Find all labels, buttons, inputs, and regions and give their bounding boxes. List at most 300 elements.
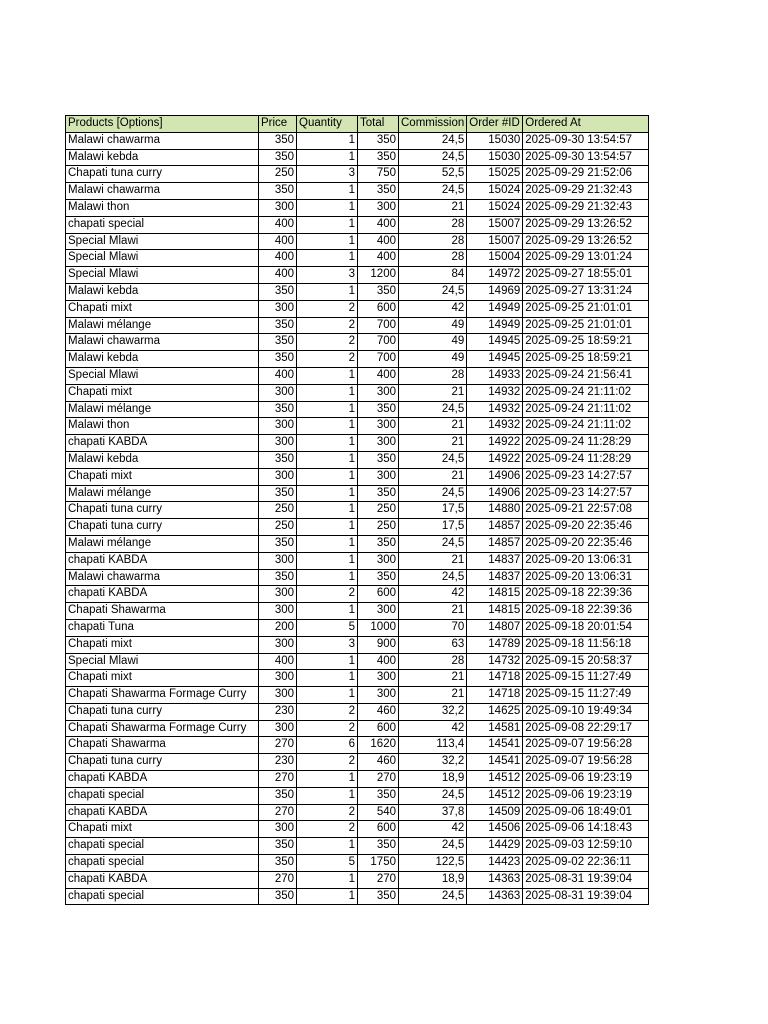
order-id-cell: 14932: [467, 384, 523, 401]
price-cell: 300: [259, 418, 297, 435]
price-cell: 400: [259, 250, 297, 267]
product-cell: Chapati tuna curry: [66, 519, 259, 536]
total-cell: 350: [358, 787, 399, 804]
price-cell: 270: [259, 771, 297, 788]
product-cell: Malawi mélange: [66, 535, 259, 552]
price-cell: 350: [259, 334, 297, 351]
commission-cell: 18,9: [399, 771, 467, 788]
quantity-cell: 1: [297, 519, 358, 536]
order-id-cell: 14837: [467, 552, 523, 569]
table-row: [66, 183, 649, 200]
order-id-cell: 14815: [467, 603, 523, 620]
commission-cell: 17,5: [399, 502, 467, 519]
quantity-cell: 6: [297, 737, 358, 754]
table-row: [66, 132, 649, 149]
order-id-cell: 15024: [467, 199, 523, 216]
order-id-cell: 14922: [467, 451, 523, 468]
quantity-cell: 1: [297, 401, 358, 418]
price-cell: 300: [259, 384, 297, 401]
product-cell: Special Mlawi: [66, 250, 259, 267]
table-row: [66, 485, 649, 502]
table-row: [66, 250, 649, 267]
commission-cell: 18,9: [399, 871, 467, 888]
total-cell: 350: [358, 132, 399, 149]
price-cell: 350: [259, 317, 297, 334]
quantity-cell: 3: [297, 636, 358, 653]
order-id-cell: 14718: [467, 670, 523, 687]
column-header-products: Products [Options]: [66, 116, 259, 133]
total-cell: 600: [358, 586, 399, 603]
quantity-cell: 1: [297, 653, 358, 670]
price-cell: 350: [259, 787, 297, 804]
order-id-cell: 15004: [467, 250, 523, 267]
commission-cell: 42: [399, 720, 467, 737]
total-cell: 350: [358, 535, 399, 552]
table-row: [66, 569, 649, 586]
product-cell: chapati KABDA: [66, 435, 259, 452]
quantity-cell: 2: [297, 804, 358, 821]
ordered-at-cell: 2025-09-29 21:32:43: [523, 199, 649, 216]
ordered-at-cell: 2025-09-18 20:01:54: [523, 619, 649, 636]
table-row: [66, 149, 649, 166]
order-id-cell: 14541: [467, 737, 523, 754]
table-header: [66, 116, 649, 133]
price-cell: 270: [259, 871, 297, 888]
total-cell: 350: [358, 569, 399, 586]
ordered-at-cell: 2025-09-29 13:26:52: [523, 233, 649, 250]
product-cell: chapati KABDA: [66, 552, 259, 569]
commission-cell: 24,5: [399, 183, 467, 200]
ordered-at-cell: 2025-09-23 14:27:57: [523, 468, 649, 485]
price-cell: 300: [259, 199, 297, 216]
total-cell: 1000: [358, 619, 399, 636]
quantity-cell: 3: [297, 267, 358, 284]
table-row: [66, 435, 649, 452]
total-cell: 350: [358, 401, 399, 418]
ordered-at-cell: 2025-09-25 18:59:21: [523, 334, 649, 351]
table-row: [66, 233, 649, 250]
total-cell: 1620: [358, 737, 399, 754]
commission-cell: 42: [399, 821, 467, 838]
price-cell: 250: [259, 166, 297, 183]
order-id-cell: 14857: [467, 535, 523, 552]
order-id-cell: 14509: [467, 804, 523, 821]
ordered-at-cell: 2025-09-29 21:32:43: [523, 183, 649, 200]
product-cell: Malawi chawarma: [66, 334, 259, 351]
quantity-cell: 1: [297, 787, 358, 804]
column-header-quantity: Quantity: [297, 116, 358, 133]
product-cell: Chapati Shawarma: [66, 603, 259, 620]
price-cell: 200: [259, 619, 297, 636]
order-id-cell: 14945: [467, 351, 523, 368]
total-cell: 350: [358, 888, 399, 905]
table-row: [66, 771, 649, 788]
ordered-at-cell: 2025-09-20 13:06:31: [523, 552, 649, 569]
ordered-at-cell: 2025-09-18 11:56:18: [523, 636, 649, 653]
commission-cell: 113,4: [399, 737, 467, 754]
order-id-cell: 14363: [467, 871, 523, 888]
ordered-at-cell: 2025-09-20 22:35:46: [523, 535, 649, 552]
table-row: [66, 334, 649, 351]
table-row: [66, 888, 649, 905]
price-cell: 350: [259, 149, 297, 166]
quantity-cell: 1: [297, 384, 358, 401]
table-row: [66, 283, 649, 300]
table-row: [66, 317, 649, 334]
table-row: [66, 384, 649, 401]
order-id-cell: 14949: [467, 317, 523, 334]
table-row: [66, 754, 649, 771]
total-cell: 1200: [358, 267, 399, 284]
ordered-at-cell: 2025-09-10 19:49:34: [523, 703, 649, 720]
price-cell: 350: [259, 855, 297, 872]
product-cell: Special Mlawi: [66, 653, 259, 670]
product-cell: Malawi chawarma: [66, 569, 259, 586]
price-cell: 300: [259, 670, 297, 687]
ordered-at-cell: 2025-09-25 18:59:21: [523, 351, 649, 368]
quantity-cell: 2: [297, 720, 358, 737]
order-id-cell: 14423: [467, 855, 523, 872]
commission-cell: 21: [399, 468, 467, 485]
product-cell: chapati Tuna: [66, 619, 259, 636]
price-cell: 300: [259, 552, 297, 569]
price-cell: 350: [259, 569, 297, 586]
commission-cell: 122,5: [399, 855, 467, 872]
product-cell: Malawi thon: [66, 418, 259, 435]
product-cell: Chapati tuna curry: [66, 754, 259, 771]
quantity-cell: 3: [297, 166, 358, 183]
commission-cell: 52,5: [399, 166, 467, 183]
table-row: [66, 367, 649, 384]
quantity-cell: 1: [297, 216, 358, 233]
product-cell: Special Mlawi: [66, 267, 259, 284]
price-cell: 350: [259, 183, 297, 200]
total-cell: 350: [358, 451, 399, 468]
order-id-cell: 14837: [467, 569, 523, 586]
total-cell: 900: [358, 636, 399, 653]
product-cell: Chapati Shawarma Formage Curry: [66, 720, 259, 737]
order-id-cell: 14732: [467, 653, 523, 670]
order-id-cell: 14922: [467, 435, 523, 452]
ordered-at-cell: 2025-08-31 19:39:04: [523, 871, 649, 888]
product-cell: Malawi thon: [66, 199, 259, 216]
quantity-cell: 1: [297, 569, 358, 586]
ordered-at-cell: 2025-09-29 13:26:52: [523, 216, 649, 233]
price-cell: 300: [259, 720, 297, 737]
order-id-cell: 14541: [467, 754, 523, 771]
ordered-at-cell: 2025-08-31 19:39:04: [523, 888, 649, 905]
product-cell: Malawi kebda: [66, 451, 259, 468]
table-row: [66, 871, 649, 888]
product-cell: Chapati mixt: [66, 821, 259, 838]
ordered-at-cell: 2025-09-02 22:36:11: [523, 855, 649, 872]
total-cell: 250: [358, 502, 399, 519]
product-cell: chapati special: [66, 787, 259, 804]
commission-cell: 32,2: [399, 703, 467, 720]
column-header-order-id: Order #ID: [467, 116, 523, 133]
quantity-cell: 2: [297, 754, 358, 771]
total-cell: 300: [358, 670, 399, 687]
quantity-cell: 5: [297, 619, 358, 636]
order-id-cell: 14581: [467, 720, 523, 737]
product-cell: Chapati tuna curry: [66, 502, 259, 519]
total-cell: 540: [358, 804, 399, 821]
column-header-total: Total: [358, 116, 399, 133]
price-cell: 400: [259, 653, 297, 670]
commission-cell: 42: [399, 586, 467, 603]
product-cell: chapati KABDA: [66, 871, 259, 888]
order-id-cell: 15030: [467, 132, 523, 149]
price-cell: 230: [259, 754, 297, 771]
product-cell: chapati special: [66, 838, 259, 855]
table-row: [66, 586, 649, 603]
orders-table: [65, 115, 649, 905]
commission-cell: 21: [399, 435, 467, 452]
table-row: [66, 519, 649, 536]
table-row: [66, 300, 649, 317]
order-id-cell: 14506: [467, 821, 523, 838]
order-id-cell: 14625: [467, 703, 523, 720]
product-cell: chapati KABDA: [66, 586, 259, 603]
table-row: [66, 636, 649, 653]
ordered-at-cell: 2025-09-30 13:54:57: [523, 149, 649, 166]
total-cell: 270: [358, 771, 399, 788]
price-cell: 400: [259, 216, 297, 233]
price-cell: 350: [259, 351, 297, 368]
commission-cell: 24,5: [399, 401, 467, 418]
table-row: [66, 670, 649, 687]
total-cell: 300: [358, 603, 399, 620]
ordered-at-cell: 2025-09-25 21:01:01: [523, 300, 649, 317]
order-id-cell: 14857: [467, 519, 523, 536]
price-cell: 350: [259, 132, 297, 149]
commission-cell: 49: [399, 351, 467, 368]
order-id-cell: 14906: [467, 468, 523, 485]
commission-cell: 49: [399, 317, 467, 334]
ordered-at-cell: 2025-09-07 19:56:28: [523, 754, 649, 771]
table-row: [66, 703, 649, 720]
total-cell: 600: [358, 720, 399, 737]
price-cell: 350: [259, 838, 297, 855]
total-cell: 350: [358, 283, 399, 300]
price-cell: 350: [259, 283, 297, 300]
quantity-cell: 1: [297, 888, 358, 905]
table-row: [66, 737, 649, 754]
price-cell: 300: [259, 300, 297, 317]
total-cell: 300: [358, 687, 399, 704]
total-cell: 400: [358, 250, 399, 267]
table-row: [66, 401, 649, 418]
quantity-cell: 2: [297, 300, 358, 317]
total-cell: 300: [358, 418, 399, 435]
commission-cell: 24,5: [399, 787, 467, 804]
commission-cell: 21: [399, 418, 467, 435]
price-cell: 270: [259, 804, 297, 821]
quantity-cell: 1: [297, 838, 358, 855]
price-cell: 400: [259, 367, 297, 384]
order-id-cell: 14807: [467, 619, 523, 636]
table-row: [66, 838, 649, 855]
table-row: [66, 468, 649, 485]
quantity-cell: 1: [297, 149, 358, 166]
total-cell: 270: [358, 871, 399, 888]
table-row: [66, 535, 649, 552]
commission-cell: 24,5: [399, 569, 467, 586]
quantity-cell: 5: [297, 855, 358, 872]
price-cell: 230: [259, 703, 297, 720]
quantity-cell: 1: [297, 468, 358, 485]
ordered-at-cell: 2025-09-24 21:11:02: [523, 418, 649, 435]
order-id-cell: 14363: [467, 888, 523, 905]
total-cell: 700: [358, 317, 399, 334]
price-cell: 250: [259, 502, 297, 519]
table-row: [66, 267, 649, 284]
commission-cell: 28: [399, 653, 467, 670]
quantity-cell: 2: [297, 703, 358, 720]
commission-cell: 28: [399, 233, 467, 250]
price-cell: 350: [259, 451, 297, 468]
ordered-at-cell: 2025-09-18 22:39:36: [523, 603, 649, 620]
quantity-cell: 1: [297, 552, 358, 569]
ordered-at-cell: 2025-09-29 13:01:24: [523, 250, 649, 267]
product-cell: Chapati mixt: [66, 300, 259, 317]
table-row: [66, 720, 649, 737]
quantity-cell: 1: [297, 199, 358, 216]
total-cell: 1750: [358, 855, 399, 872]
column-header-commission: Commission: [399, 116, 467, 133]
table-row: [66, 603, 649, 620]
product-cell: chapati KABDA: [66, 804, 259, 821]
table-row: [66, 619, 649, 636]
order-id-cell: 14789: [467, 636, 523, 653]
product-cell: Chapati mixt: [66, 468, 259, 485]
quantity-cell: 2: [297, 317, 358, 334]
order-id-cell: 15007: [467, 233, 523, 250]
product-cell: Malawi kebda: [66, 351, 259, 368]
ordered-at-cell: 2025-09-07 19:56:28: [523, 737, 649, 754]
price-cell: 350: [259, 401, 297, 418]
ordered-at-cell: 2025-09-21 22:57:08: [523, 502, 649, 519]
commission-cell: 37,8: [399, 804, 467, 821]
price-cell: 300: [259, 603, 297, 620]
quantity-cell: 1: [297, 451, 358, 468]
commission-cell: 24,5: [399, 451, 467, 468]
price-cell: 350: [259, 888, 297, 905]
ordered-at-cell: 2025-09-15 11:27:49: [523, 670, 649, 687]
total-cell: 700: [358, 351, 399, 368]
price-cell: 300: [259, 687, 297, 704]
quantity-cell: 1: [297, 603, 358, 620]
product-cell: Special Mlawi: [66, 233, 259, 250]
ordered-at-cell: 2025-09-03 12:59:10: [523, 838, 649, 855]
total-cell: 600: [358, 300, 399, 317]
ordered-at-cell: 2025-09-24 21:11:02: [523, 401, 649, 418]
price-cell: 300: [259, 435, 297, 452]
table-row: [66, 821, 649, 838]
ordered-at-cell: 2025-09-24 11:28:29: [523, 451, 649, 468]
commission-cell: 21: [399, 199, 467, 216]
price-cell: 300: [259, 636, 297, 653]
ordered-at-cell: 2025-09-15 11:27:49: [523, 687, 649, 704]
total-cell: 350: [358, 485, 399, 502]
order-id-cell: 15024: [467, 183, 523, 200]
table-row: [66, 502, 649, 519]
product-cell: Malawi kebda: [66, 283, 259, 300]
order-id-cell: 14429: [467, 838, 523, 855]
product-cell: Chapati Shawarma: [66, 737, 259, 754]
commission-cell: 32,2: [399, 754, 467, 771]
product-cell: Chapati mixt: [66, 670, 259, 687]
quantity-cell: 1: [297, 418, 358, 435]
product-cell: Malawi kebda: [66, 149, 259, 166]
commission-cell: 21: [399, 670, 467, 687]
product-cell: Chapati mixt: [66, 384, 259, 401]
product-cell: chapati special: [66, 216, 259, 233]
total-cell: 300: [358, 199, 399, 216]
total-cell: 250: [358, 519, 399, 536]
table-body: [66, 132, 649, 905]
order-id-cell: 14972: [467, 267, 523, 284]
table-row: [66, 166, 649, 183]
total-cell: 350: [358, 838, 399, 855]
product-cell: Chapati tuna curry: [66, 703, 259, 720]
quantity-cell: 2: [297, 351, 358, 368]
order-id-cell: 14932: [467, 401, 523, 418]
commission-cell: 24,5: [399, 535, 467, 552]
ordered-at-cell: 2025-09-24 21:56:41: [523, 367, 649, 384]
ordered-at-cell: 2025-09-18 22:39:36: [523, 586, 649, 603]
price-cell: 400: [259, 233, 297, 250]
order-id-cell: 14932: [467, 418, 523, 435]
ordered-at-cell: 2025-09-15 20:58:37: [523, 653, 649, 670]
commission-cell: 21: [399, 687, 467, 704]
quantity-cell: 1: [297, 535, 358, 552]
price-cell: 350: [259, 535, 297, 552]
ordered-at-cell: 2025-09-06 19:23:19: [523, 771, 649, 788]
price-cell: 350: [259, 485, 297, 502]
total-cell: 600: [358, 821, 399, 838]
quantity-cell: 1: [297, 367, 358, 384]
total-cell: 400: [358, 367, 399, 384]
table-row: [66, 216, 649, 233]
product-cell: Malawi mélange: [66, 485, 259, 502]
product-cell: Malawi mélange: [66, 317, 259, 334]
total-cell: 700: [358, 334, 399, 351]
price-cell: 300: [259, 821, 297, 838]
order-id-cell: 14949: [467, 300, 523, 317]
ordered-at-cell: 2025-09-29 21:52:06: [523, 166, 649, 183]
total-cell: 750: [358, 166, 399, 183]
ordered-at-cell: 2025-09-23 14:27:57: [523, 485, 649, 502]
table-row: [66, 199, 649, 216]
price-cell: 400: [259, 267, 297, 284]
order-id-cell: 14945: [467, 334, 523, 351]
total-cell: 460: [358, 703, 399, 720]
table-row: [66, 804, 649, 821]
quantity-cell: 1: [297, 283, 358, 300]
column-header-ordered-at: Ordered At: [523, 116, 649, 133]
header-row: [66, 116, 649, 133]
commission-cell: 24,5: [399, 149, 467, 166]
order-id-cell: 14512: [467, 787, 523, 804]
product-cell: Chapati Shawarma Formage Curry: [66, 687, 259, 704]
total-cell: 300: [358, 384, 399, 401]
quantity-cell: 1: [297, 233, 358, 250]
quantity-cell: 1: [297, 687, 358, 704]
ordered-at-cell: 2025-09-20 22:35:46: [523, 519, 649, 536]
commission-cell: 21: [399, 552, 467, 569]
total-cell: 400: [358, 653, 399, 670]
